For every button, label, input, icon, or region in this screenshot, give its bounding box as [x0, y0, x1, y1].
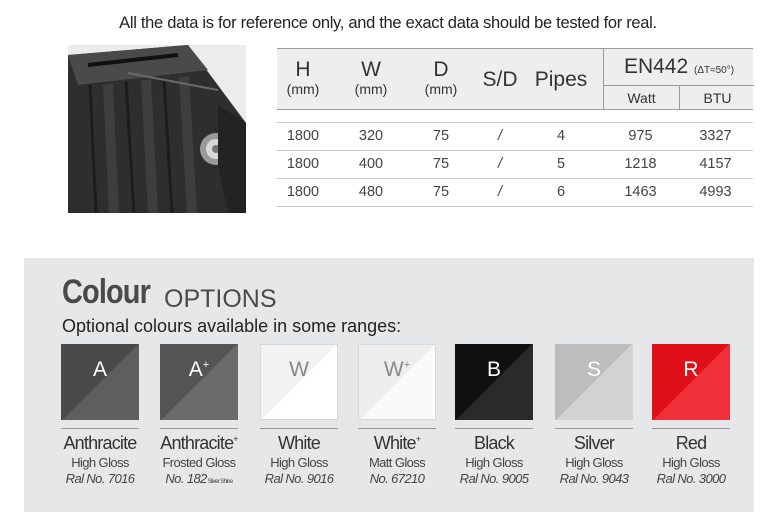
swatch-ral-number: No. 182 Silver Shine [165, 471, 233, 486]
swatch-name: Silver [573, 433, 615, 453]
cell-watt: 1463 [624, 184, 657, 200]
swatch-ral-number: Ral No. 7016 [65, 471, 135, 486]
swatch-letter: A+ [188, 358, 210, 381]
swatch-letter: B [486, 358, 501, 381]
col-header-d: D (mm) [424, 58, 458, 97]
cell-btu: 4993 [699, 184, 732, 200]
cell-sd: / [497, 156, 503, 172]
swatch-square [555, 344, 633, 420]
col-header-sd: S/D [482, 68, 518, 91]
swatch-finish: Frosted Gloss [162, 455, 236, 470]
swatch-letter: W+ [383, 358, 411, 381]
cell-sd: / [497, 128, 503, 144]
divider [358, 428, 436, 429]
swatch-square [652, 344, 730, 420]
table-row [277, 122, 753, 151]
col-header-w: W (mm) [354, 58, 388, 97]
col-header-en442: EN442 (ΔT≈50°) Watt BTU [603, 49, 754, 109]
swatch-letter: S [586, 358, 601, 381]
cell-watt: 1218 [624, 156, 657, 172]
swatch-square [160, 344, 238, 420]
col-header-pipes: Pipes [534, 68, 588, 91]
swatch-finish: High Gloss [270, 455, 328, 470]
swatch-name: White [277, 433, 320, 453]
colour-swatch-anthracite-plus [160, 344, 244, 486]
colour-options-title: Colour OPTIONS [62, 273, 277, 313]
radiator-photo [68, 45, 246, 213]
spec-table-body [277, 122, 753, 207]
swatch-ral-number: Ral No. 9005 [459, 471, 529, 486]
cell-pipes: 6 [556, 184, 566, 200]
colour-swatch-black [455, 344, 539, 486]
swatch-name: Anthracite+ [160, 433, 238, 453]
swatch-finish: Matt Gloss [368, 455, 426, 470]
colour-swatch-silver [555, 344, 639, 486]
divider [455, 428, 533, 429]
colour-options-panel [24, 258, 754, 512]
swatch-finish: High Gloss [565, 455, 623, 470]
swatch-square [260, 344, 338, 420]
col-header-btu: BTU [679, 86, 755, 110]
table-row [277, 151, 753, 179]
cell-sd: / [497, 184, 503, 200]
cell-w: 400 [358, 156, 384, 172]
divider [555, 428, 633, 429]
swatch-name: Anthracite [63, 433, 137, 453]
cell-d: 75 [432, 184, 450, 200]
cell-h: 1800 [286, 184, 320, 200]
colour-swatch-white-plus [358, 344, 442, 486]
swatch-square [455, 344, 533, 420]
colour-swatch-red [652, 344, 736, 486]
swatch-ral-number: Ral No. 9016 [264, 471, 334, 486]
cell-w: 480 [358, 184, 384, 200]
cell-h: 1800 [286, 156, 320, 172]
swatch-letter: W [289, 358, 309, 381]
swatch-name: White+ [373, 433, 421, 453]
swatch-name: Black [473, 433, 515, 453]
swatch-name: Red [675, 433, 707, 453]
swatch-ral-number: Ral No. 9043 [559, 471, 629, 486]
swatch-letter: A [92, 358, 107, 381]
divider [61, 428, 139, 429]
cell-btu: 3327 [699, 128, 732, 144]
divider [160, 428, 238, 429]
colour-swatch-anthracite [61, 344, 145, 486]
cell-pipes: 5 [556, 156, 566, 172]
cell-btu: 4157 [699, 156, 732, 172]
swatch-letter: R [683, 358, 699, 381]
swatch-finish: High Gloss [465, 455, 523, 470]
swatch-square [61, 344, 139, 420]
swatch-ral-number: No. 67210 [369, 471, 425, 486]
col-header-h: H (mm) [286, 58, 320, 97]
cell-watt: 975 [628, 128, 653, 144]
swatch-ral-number: Ral No. 3000 [656, 471, 726, 486]
swatch-finish: High Gloss [662, 455, 720, 470]
divider [652, 428, 730, 429]
cell-pipes: 4 [556, 128, 566, 144]
divider [260, 428, 338, 429]
cell-d: 75 [432, 156, 450, 172]
swatch-square [358, 344, 436, 420]
table-row [277, 179, 753, 207]
colour-swatch-white [260, 344, 344, 486]
cell-d: 75 [432, 128, 450, 144]
colour-options-subtitle: Optional colours available in some ranges: [62, 316, 402, 336]
swatch-finish: High Gloss [71, 455, 129, 470]
cell-w: 320 [358, 128, 384, 144]
spec-table-header [277, 48, 753, 110]
disclaimer-text: All the data is for reference only, and the exact data should be tested for real. [119, 14, 657, 32]
cell-h: 1800 [286, 128, 320, 144]
col-header-watt: Watt [627, 90, 656, 106]
